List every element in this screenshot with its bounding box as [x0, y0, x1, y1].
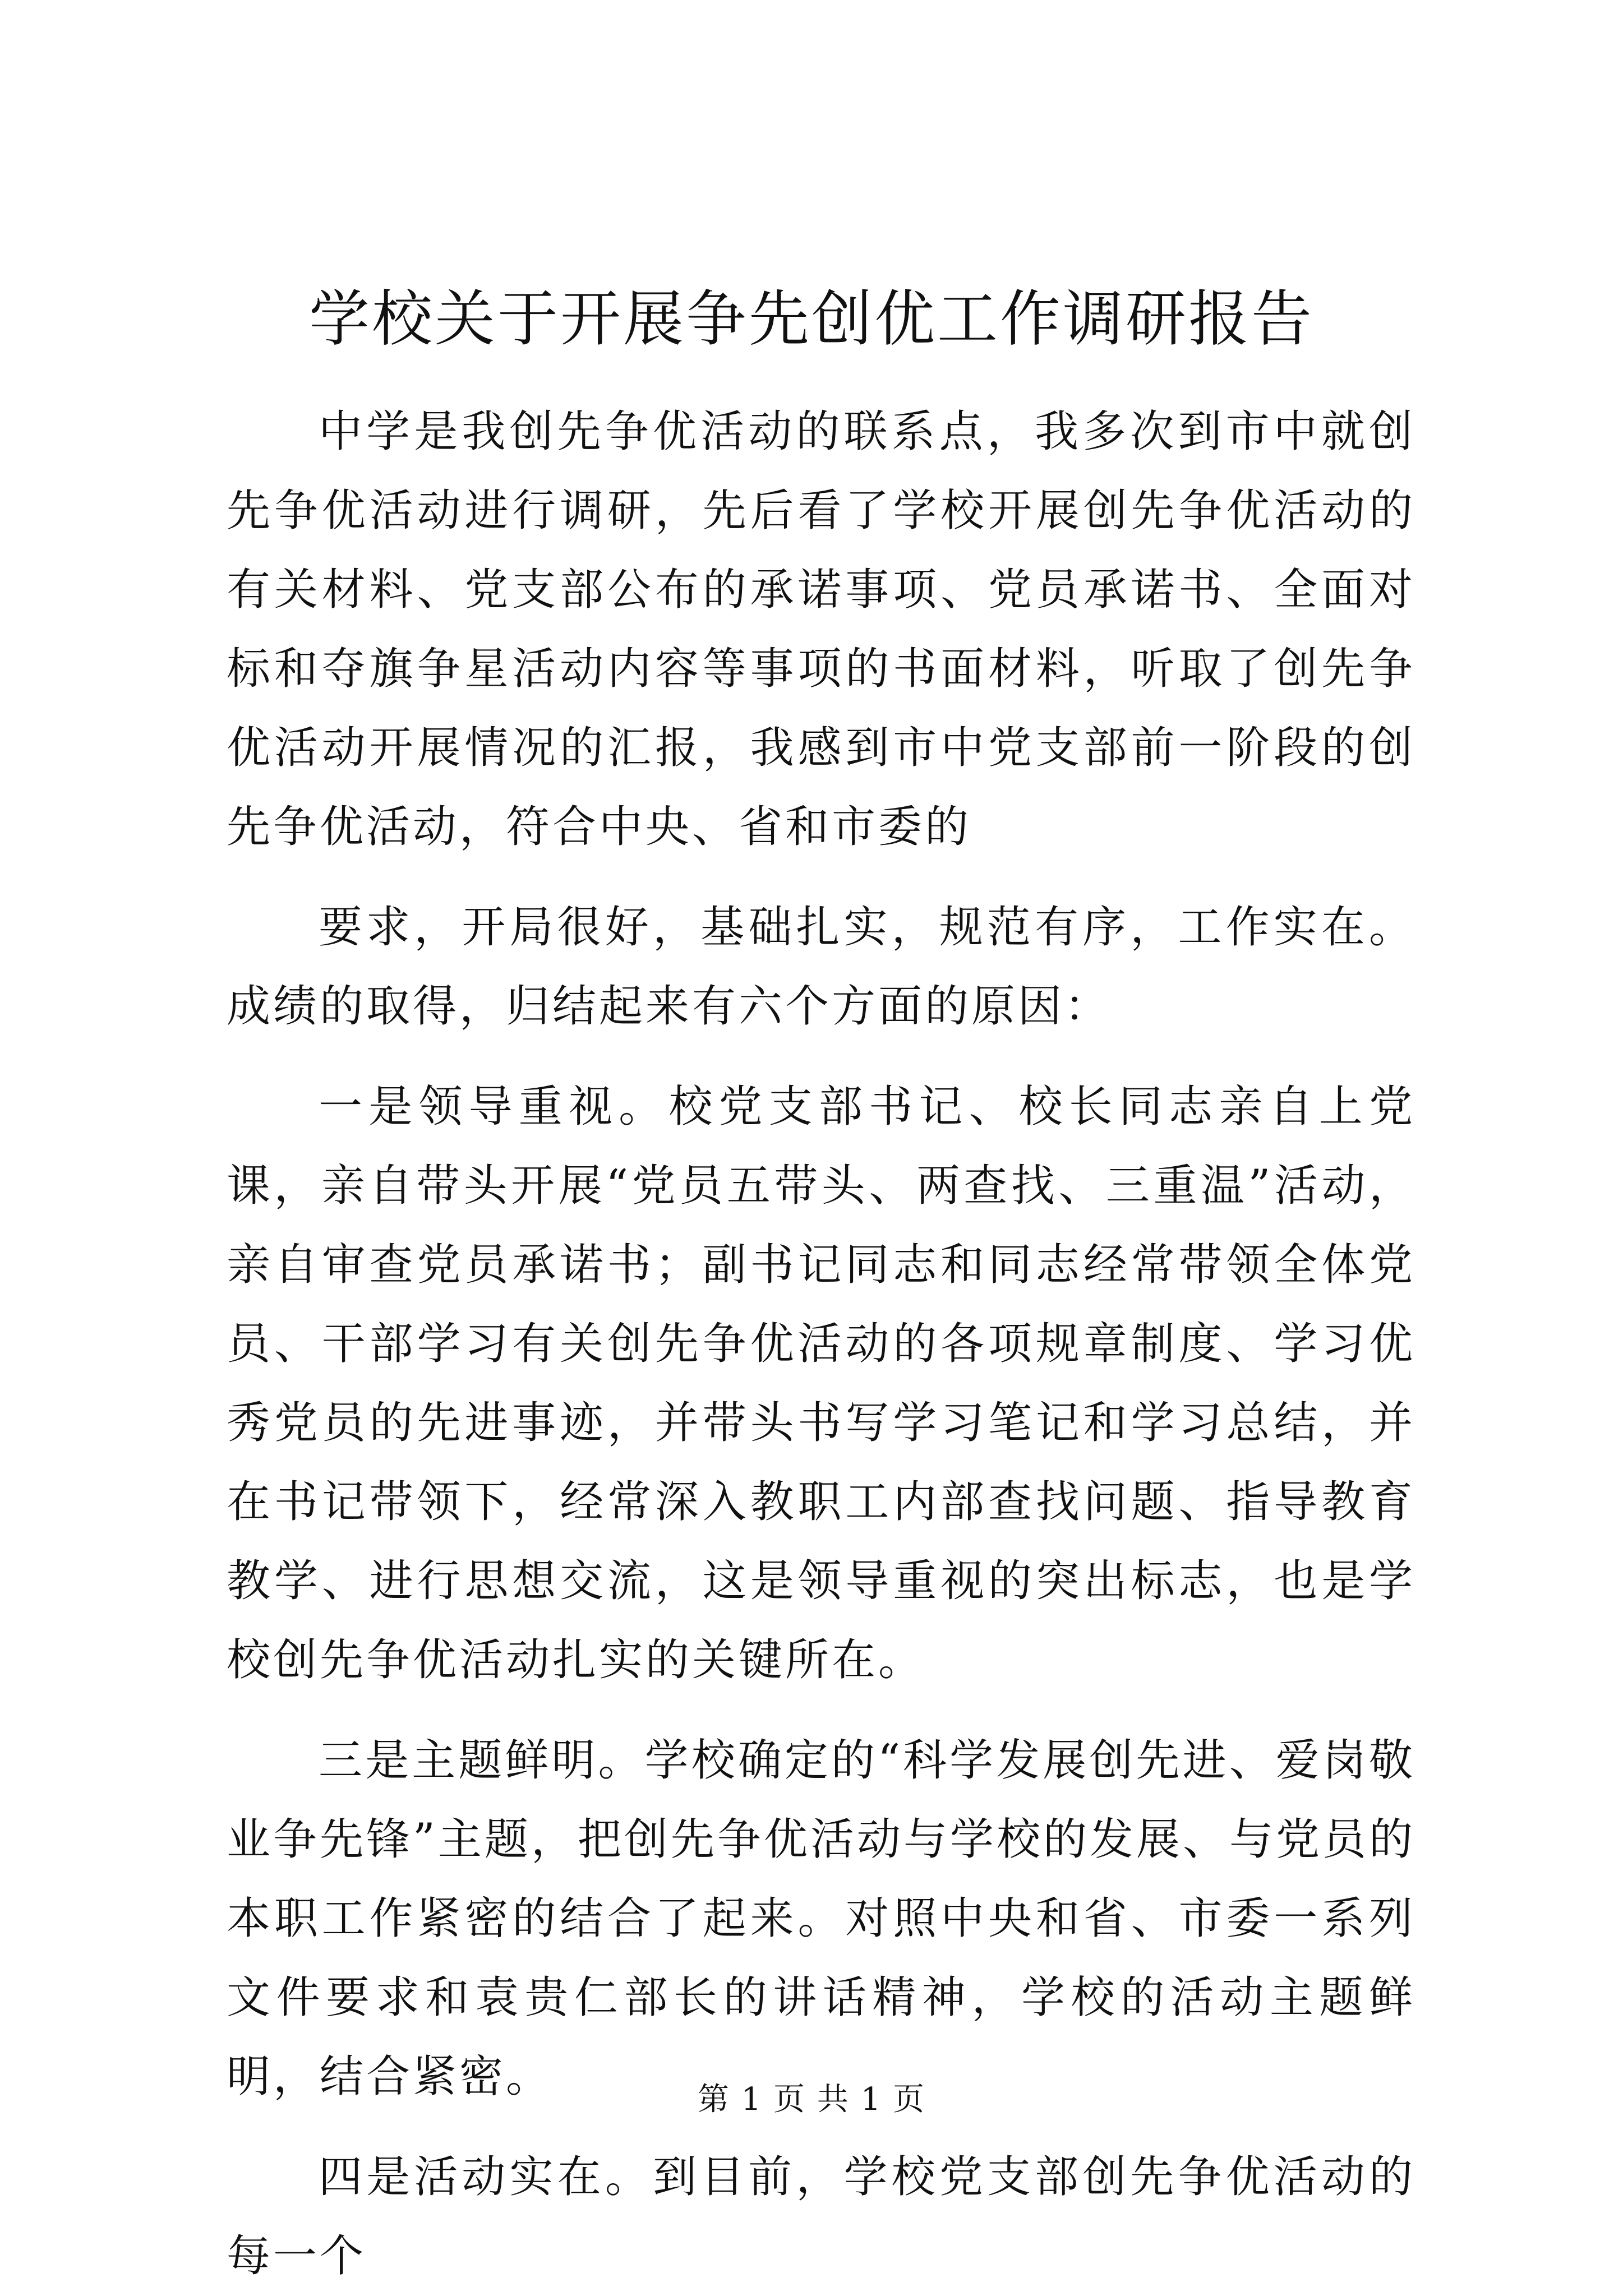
paragraph-point-three: 三是主题鲜明。学校确定的“科学发展创先进、爱岗敬业争先锋”主题，把创先争优活动与学校的发展、与党员的本职工作紧密的结合了起来。对照中央和省、市委一系列文件要求和袁贵仁部长的讲话精神，学校的活动主题鲜明，结合紧密。: [227, 1735, 1415, 2102]
paragraph-point-four: 四是活动实在。到目前，学校党支部创先争优活动的每一个: [227, 2152, 1415, 2281]
paragraph-summary: 要求，开局很好，基础扎实，规范有序，工作实在。成绩的取得，归结起来有六个方面的原因：: [227, 902, 1415, 1032]
paragraph-intro: 中学是我创先争优活动的联系点，我多次到市中就创先争优活动进行调研，先后看了学校开展创先争优活动的有关材料、党支部公布的承诺事项、党员承诺书、全面对标和夺旗争星活动内容等事项的书面材料，听取了创先争优活动开展情况的汇报，我感到市中党支部前一阶段的创先争优活动，符合中央、省和市委的: [227, 406, 1415, 852]
paragraph-point-one: 一是领导重视。校党支部书记、校长同志亲自上党课，亲自带头开展“党员五带头、两查找、三重温”活动，亲自审查党员承诺书；副书记同志和同志经常带领全体党员、干部学习有关创先争优活动的各项规章制度、学习优秀党员的先进事迹，并带头书写学习笔记和学习总结，并在书记带领下，经常深入教职工内部查找问题、指导教育教学、进行思想交流，这是领导重视的突出标志，也是学校创先争优活动扎实的关键所在。: [227, 1082, 1415, 1685]
document-body: [227, 392, 1415, 2296]
document-title: 学校关于开展争先创优工作调研报告: [308, 284, 1314, 354]
page-footer: 第 1 页 共 1 页: [697, 2081, 926, 2118]
